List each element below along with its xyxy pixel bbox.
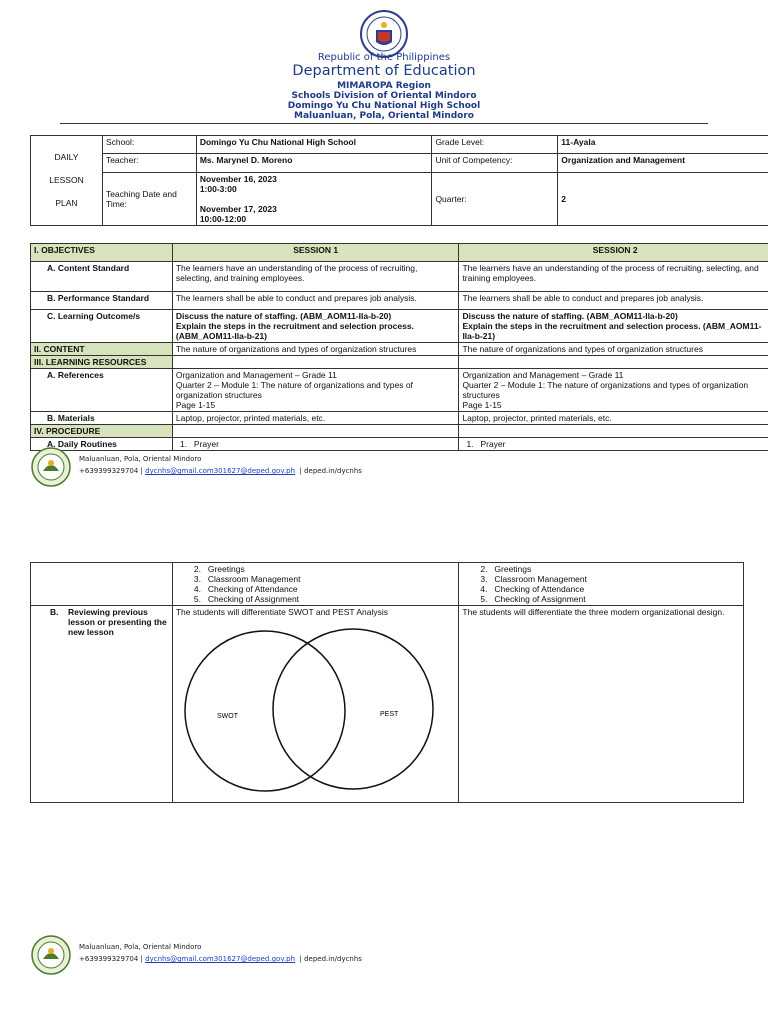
date-time-value: November 16, 2023 1:00-3:00 November 17, 2023 10:00-12:00 [196,173,432,226]
learning-outcome-s2: Discuss the nature of staffing. (ABM_AOM11-Ila-b-20) Explain the steps in the recruitment and selection process. (ABM_AOM11-Ila-b-21) [459,310,768,343]
learning-outcome-s1: Discuss the nature of staffing. (ABM_AOM11-Ila-b-20) Explain the steps in the recruitment and selection process. (ABM_AOM11-Ila-b-21) [172,310,459,343]
objectives-heading: I. OBJECTIVES [31,244,173,262]
lesson-plan-table [30,243,768,451]
swot-label: SWOT [216,713,238,720]
content-standard-s1: The learners have an understanding of the process of recruiting, selecting, and training employees. [172,262,459,292]
quarter-value: 2 [558,173,768,226]
footer-website: deped.in/dycnhs [304,955,362,963]
grade-value: 11-Ayala [558,136,768,154]
routine-s1: 1. Prayer [172,438,459,451]
routines-continued-s1: 2. Greetings 3. Classroom Management 4. Checking of Attendance 5. Checking of Assignment [172,563,459,606]
footer-website: deped.in/dycnhs [304,467,362,475]
school-value: Domingo Yu Chu National High School [196,136,432,154]
unit-label: Unit of Competency: [432,154,558,173]
pest-label: PEST [379,711,399,718]
materials-s1: Laptop, projector, printed materials, etc. [172,412,459,425]
republic-text: Republic of the Philippines [317,52,451,63]
deped-seal-icon [360,10,408,58]
page-footer-2 [31,935,451,975]
quarter-label: Quarter: [432,173,558,226]
performance-standard-s1: The learners shall be able to conduct and prepares job analysis. [172,292,459,310]
teacher-value: Ms. Marynel D. Moreno [196,154,432,173]
performance-standard-label: B. Performance Standard [31,292,173,310]
lesson-info-table [30,135,768,226]
references-label: A. References [31,369,173,412]
date-label: Teaching Date and Time: [102,173,196,226]
grade-label: Grade Level: [432,136,558,154]
content-standard-s2: The learners have an understanding of the process of recruiting, selecting, and training employees. [459,262,768,292]
school-logo-icon [31,447,71,487]
footer-address: Maluanluan, Pola, Oriental Mindoro [79,455,202,463]
content-standard-label: A. Content Standard [31,262,173,292]
page-footer-1 [31,447,451,487]
routines-continued-s2: 2. Greetings 3. Classroom Management 4. Checking of Attendance 5. Checking of Assignment [459,563,744,606]
daily-routines-label: A. Daily Routines [31,438,173,451]
performance-standard-s2: The learners shall be able to conduct and prepares job analysis. [459,292,768,310]
dlp-title: DAILY LESSON PLAN [31,136,103,226]
content-s1: The nature of organizations and types of organization structures [172,343,459,356]
footer-email-link[interactable]: dycnhs@gmail.com301627@deped.gov.ph [145,955,296,963]
procedure-heading: IV. PROCEDURE [31,425,173,438]
review-s1: The students will differentiate SWOT and PEST Analysis SWOT PEST [172,606,459,803]
swot-pest-venn-diagram [175,616,455,800]
learning-outcome-label: C. Learning Outcome/s [31,310,173,343]
school-text: Domingo Yu Chu National High School [287,101,481,111]
division-text: Schools Division of Oriental Mindoro [291,91,477,101]
session2-heading: SESSION 2 [459,244,768,262]
footer-contact: +639399329704 | dycnhs@gmail.com301627@deped.gov.ph | deped.in/dycnhs [79,467,362,475]
footer-email-link[interactable]: dycnhs@gmail.com301627@deped.gov.ph [145,467,296,475]
header-rule [60,123,708,124]
content-s2: The nature of organizations and types of organization structures [459,343,768,356]
routine-s2: 1. Prayer [459,438,768,451]
unit-value: Organization and Management [558,154,768,173]
review-lesson-label: B. Reviewing previous lesson or presenting the new lesson [31,606,173,803]
materials-label: B. Materials [31,412,173,425]
school-label: School: [102,136,196,154]
references-s2: Organization and Management – Grade 11 Quarter 2 – Module 1: The nature of organizations and types of organization structures Page 1-15 [459,369,768,412]
references-s1: Organization and Management – Grade 11 Quarter 2 – Module 1: The nature of organizations and types of organization structures Page 1-15 [172,369,459,412]
footer-address: Maluanluan, Pola, Oriental Mindoro [79,943,202,951]
region-text: MIMAROPA Region [337,81,431,91]
department-title: Department of Education [292,63,476,79]
teacher-label: Teacher: [102,154,196,173]
lesson-plan-table-continued [30,562,744,803]
session1-heading: SESSION 1 [172,244,459,262]
materials-s2: Laptop, projector, printed materials, etc. [459,412,768,425]
address-text: Maluanluan, Pola, Oriental Mindoro [294,111,474,121]
resources-heading: III. LEARNING RESOURCES [31,356,173,369]
school-logo-icon [31,935,71,975]
review-s2: The students will differentiate the three modern organizational design. [459,606,744,803]
footer-contact: +639399329704 | dycnhs@gmail.com301627@deped.gov.ph | deped.in/dycnhs [79,955,362,963]
content-heading: II. CONTENT [31,343,173,356]
